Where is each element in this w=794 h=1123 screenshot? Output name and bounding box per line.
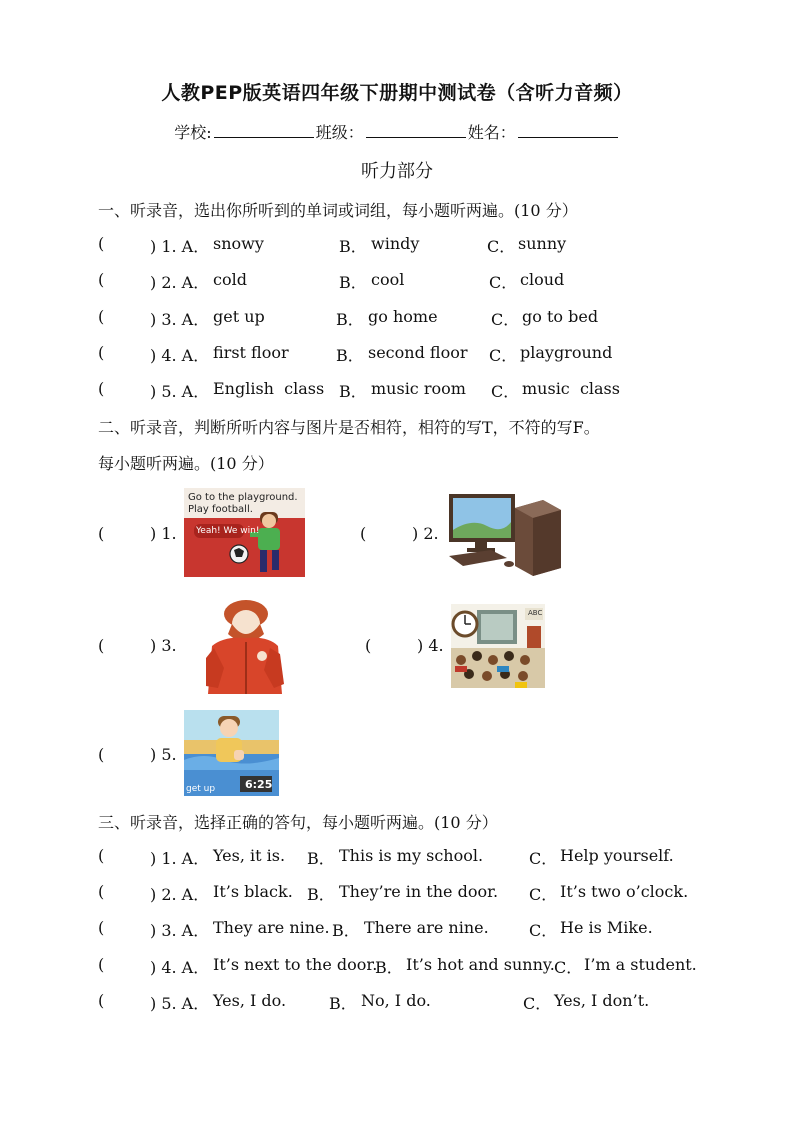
option-a: They are nine. [213,918,330,937]
question-number: ) 2. A． [150,885,210,904]
option-b-label: B． [339,382,367,401]
answer-paren[interactable]: ( [365,636,372,655]
football-picture [184,488,305,577]
student-info-line [0,120,794,143]
picture-caption: Go to the playground. [188,492,298,503]
option-b: It’s hot and sunny. [406,955,555,974]
option-a: first floor [213,343,289,362]
picture-caption: ABC [528,609,543,617]
option-a: Yes, I do. [213,991,287,1010]
question-number: ) 2. A． [150,273,210,292]
answer-paren[interactable]: ( [98,379,105,398]
question-number: ) 1. A． [150,237,210,256]
clock-readout: 6:25 [245,778,273,791]
option-c-label: C． [489,273,518,292]
answer-paren[interactable]: ( [98,745,105,764]
question-number: ) 5. [150,745,177,764]
option-c-label: C． [523,994,552,1013]
option-b: No, I do. [361,991,431,1010]
option-c: playground [520,343,613,362]
option-a: cold [213,270,247,289]
page-title: 人教PEP版英语四年级下册期中测试卷（含听力音频） [161,82,633,104]
question-number: ) 5. A． [150,994,210,1013]
question-number: ) 5. A． [150,382,210,401]
question-number: ) 4. [417,636,444,655]
option-c-label: C． [487,237,516,256]
answer-paren[interactable]: ( [98,343,105,362]
question-number: ) 2. [412,524,439,543]
computer-picture [447,490,567,578]
option-b: go home [368,307,438,326]
section2-heading-line1: 二、听录音，判断所听内容与图片是否相符，相符的写T，不符的写F。 [98,418,600,437]
option-b-label: B． [339,273,367,292]
option-b: music room [371,379,466,398]
option-b-label: B． [332,921,360,940]
option-c: It’s two o’clock. [560,882,689,901]
answer-paren[interactable]: ( [98,636,105,655]
option-c-label: C． [529,885,558,904]
coat-picture [184,598,305,698]
option-c: Help yourself. [560,846,674,865]
option-b-label: B． [329,994,357,1013]
option-c-label: C． [491,310,520,329]
option-a: It’s black. [213,882,293,901]
option-a: get up [213,307,265,326]
option-c-label: C． [529,849,558,868]
answer-paren[interactable]: ( [98,234,105,253]
question-number: ) 1. [150,524,177,543]
answer-paren[interactable]: ( [98,846,105,865]
classroom-picture [451,604,545,688]
option-b-label: B． [336,346,364,365]
question-number: ) 3. A． [150,310,210,329]
question-number: ) 1. A． [150,849,210,868]
option-b-label: B． [307,885,335,904]
class-field[interactable] [366,123,466,138]
option-c: cloud [520,270,565,289]
question-number: ) 4. A． [150,958,210,977]
option-b-label: B． [339,237,367,256]
option-c: Yes, I don’t. [554,991,650,1010]
option-c: I’m a student. [584,955,697,974]
answer-paren[interactable]: ( [98,991,105,1010]
option-b: There are nine. [364,918,489,937]
answer-paren[interactable]: ( [98,882,105,901]
section2-heading-line2: 每小题听两遍。(10 分） [98,454,274,473]
question-number: ) 3. [150,636,177,655]
option-c-label: C． [529,921,558,940]
answer-paren[interactable]: ( [98,270,105,289]
option-a: It’s next to the door. [213,955,378,974]
option-a: English class [213,379,325,398]
answer-paren[interactable]: ( [98,524,105,543]
option-c: music class [522,379,620,398]
option-c-label: C． [554,958,583,977]
option-b: They’re in the door. [339,882,499,901]
answer-paren[interactable]: ( [98,307,105,326]
name-label: 姓名： [467,123,516,142]
option-c: go to bed [522,307,599,326]
class-label: 班级： [315,123,364,142]
option-c: He is Mike. [560,918,653,937]
option-b: windy [371,234,420,253]
option-c-label: C． [491,382,520,401]
option-b-label: B． [336,310,364,329]
section1-heading: 一、听录音，选出你所听到的单词或词组，每小题听两遍。(10 分） [98,201,578,220]
picture-caption: Play football. [188,504,253,515]
question-number: ) 4. A． [150,346,210,365]
option-b: This is my school. [339,846,484,865]
answer-paren[interactable]: ( [360,524,367,543]
option-b-label: B． [375,958,403,977]
option-b: cool [371,270,405,289]
picture-caption: get up [186,784,216,794]
option-c: sunny [518,234,567,253]
name-field[interactable] [518,123,618,138]
get-up-picture [184,710,279,796]
school-field[interactable] [214,123,314,138]
option-b: second floor [368,343,468,362]
school-label: 学校: [174,123,212,142]
answer-paren[interactable]: ( [98,955,105,974]
question-number: ) 3. A． [150,921,210,940]
option-c-label: C． [489,346,518,365]
section3-heading: 三、听录音，选择正确的答句，每小题听两遍。(10 分） [98,813,498,832]
option-a: Yes, it is. [213,846,286,865]
answer-paren[interactable]: ( [98,918,105,937]
listening-title: 听力部分 [361,161,433,182]
option-b-label: B． [307,849,335,868]
picture-caption: Yeah! We win! [196,526,260,536]
option-a: snowy [213,234,264,253]
